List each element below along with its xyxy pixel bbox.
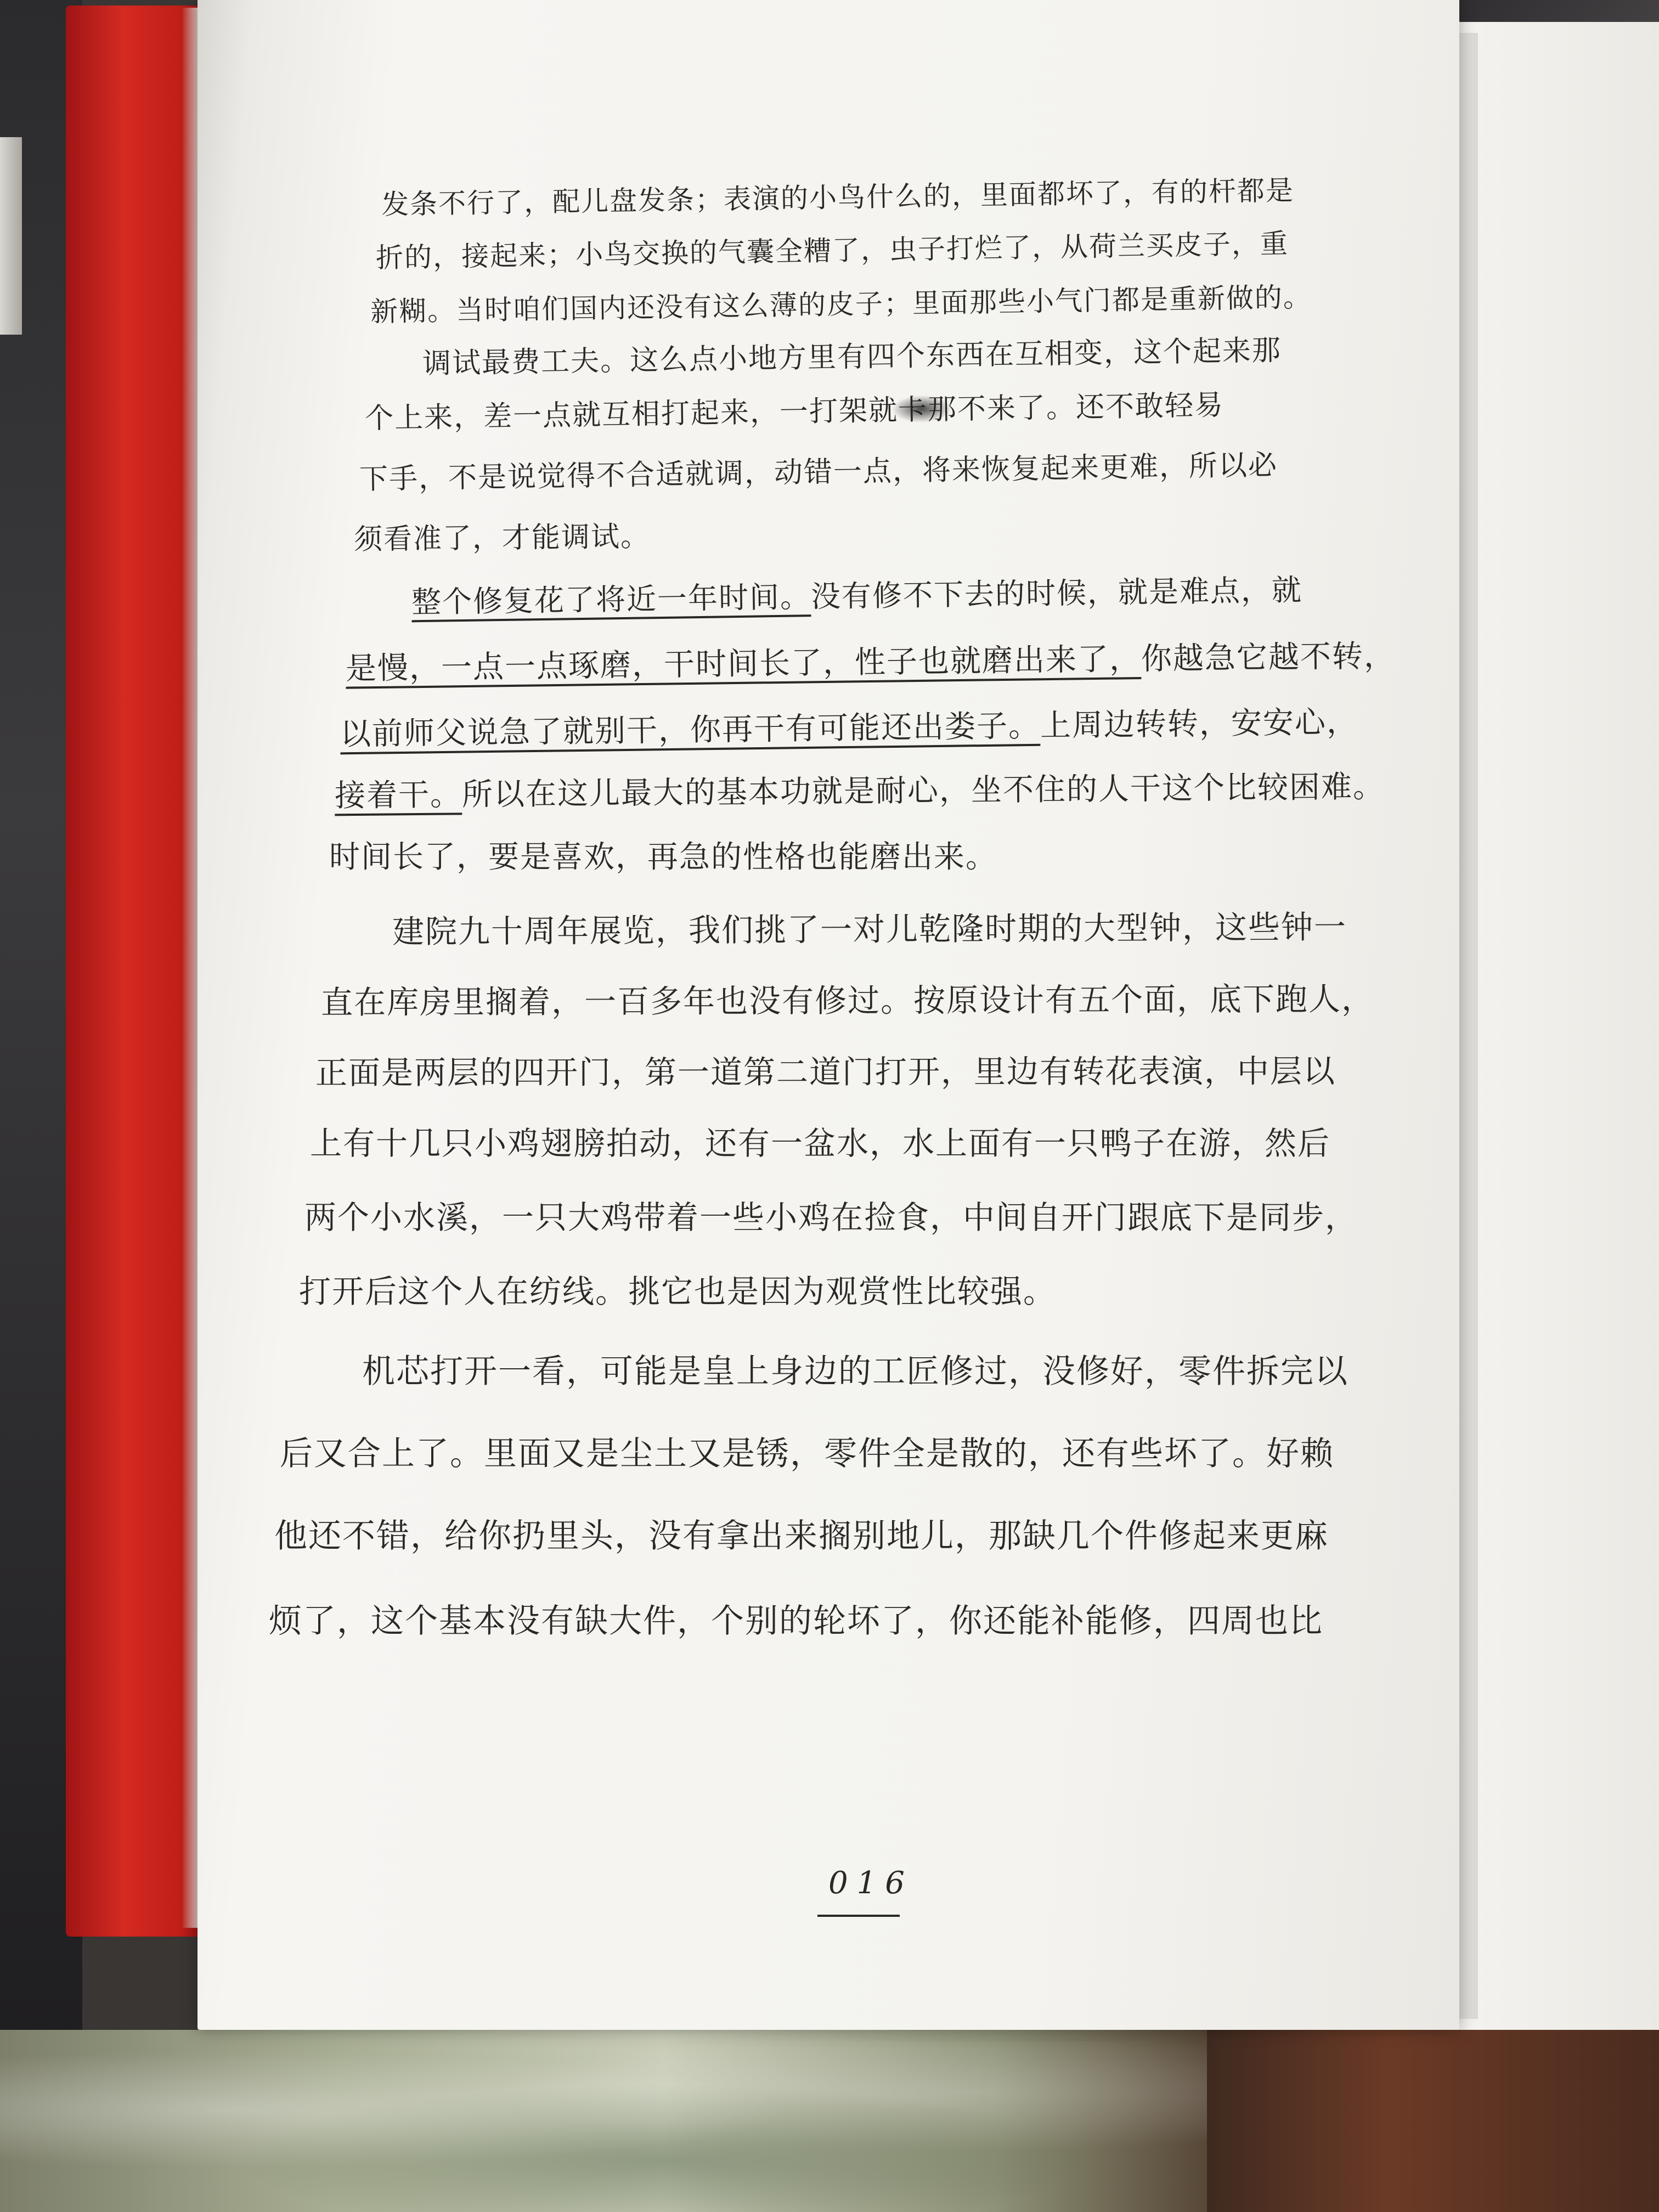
text-line-18: 打开后这个人在纺线。挑它也是因为观赏性比较强。 <box>299 1273 1057 1310</box>
text-line-11-rest: 所以在这儿最大的基本功就是耐心，坐不住的人干这个比较困难。 <box>461 769 1385 813</box>
text-line-8 <box>411 572 1303 620</box>
text-line-5-after: 不来了。还不敢轻易 <box>957 388 1224 426</box>
text-line-5 <box>364 388 1224 436</box>
background-wood <box>1207 2030 1659 2212</box>
text-line-2: 折的，接起来；小鸟交换的气囊全糟了，虫子打烂了，从荷兰买皮子，重 <box>375 227 1289 274</box>
text-line-19: 机芯打开一看，可能是皇上身边的工匠修过，没修好，零件拆完以 <box>362 1352 1348 1391</box>
text-line-12: 时间长了，要是喜欢，再急的性格也能磨出来。 <box>329 839 997 875</box>
underlined-phrase: 接着干。 <box>334 777 462 814</box>
text-line-21: 他还不错，给你扔里头，没有拿出来搁别地儿，那缺几个件修起来更麻 <box>274 1517 1329 1555</box>
underlined-phrase: 整个修复花了将近一年时间。 <box>411 579 811 620</box>
text-line-7: 须看准了，才能调试。 <box>353 520 651 556</box>
text-line-11 <box>334 769 1385 814</box>
text-line-9-rest: 你越急它越不转， <box>1141 638 1396 677</box>
text-line-6: 下手，不是说觉得不合适就调，动错一点，将来恢复起来更难，所以必 <box>359 448 1278 496</box>
text-line-10-rest: 上周边转转，安安心， <box>1040 704 1359 744</box>
background-paper-sliver <box>0 137 22 335</box>
book-page <box>198 0 1459 2030</box>
text-line-4: 调试最费工夫。这么点小地方里有四个东西在互相变，这个起来那 <box>422 334 1282 381</box>
text-line-1: 发条不行了，配儿盘发条；表演的小鸟什么的，里面都坏了，有的杆都是 <box>381 174 1295 221</box>
text-line-13: 建院九十周年展览，我们挑了一对儿乾隆时期的大型钟，这些钟一 <box>392 908 1347 951</box>
text-line-17: 两个小水溪，一只大鸡带着一些小鸡在捡食，中间自开门跟底下是同步， <box>304 1199 1358 1236</box>
text-line-8-rest: 没有修不下去的时候，就是难点，就 <box>810 572 1303 614</box>
underlined-phrase: 以前师父说急了就别干，你再干有可能还出娄子。 <box>340 708 1041 753</box>
text-line-14: 直在库房里搁着，一百多年也没有修过。按原设计有五个面，底下跑人， <box>320 980 1375 1022</box>
page-number: 016 <box>828 1865 913 1901</box>
text-line-15: 正面是两层的四开门，第一道第二道门打开，里边有转花表演，中层以 <box>315 1052 1336 1092</box>
text-line-16: 上有十几只小鸡翅膀拍动，还有一盆水，水上面有一只鸭子在游，然后 <box>310 1125 1331 1162</box>
text-line-10 <box>340 704 1359 753</box>
text-line-5-before: 个上来，差一点就互相打起来，一打架就卡那 <box>364 393 958 436</box>
text-line-20: 后又合上了。里面又是尘土又是锈，零件全是散的，还有些坏了。好赖 <box>280 1435 1334 1473</box>
underlined-phrase: 是慢，一点一点琢磨，干时间长了，性子也就磨出来了， <box>345 641 1142 687</box>
page-number-rule <box>817 1915 900 1917</box>
text-line-3: 新糊。当时咱们国内还没有这么薄的皮子；里面那些小气门都是重新做的。 <box>370 281 1312 328</box>
text-line-9 <box>345 638 1396 687</box>
text-line-22: 烦了，这个基本没有缺大件，个别的轮坏了，你还能补能修，四周也比 <box>269 1602 1323 1640</box>
background-fabric <box>0 2041 1207 2212</box>
